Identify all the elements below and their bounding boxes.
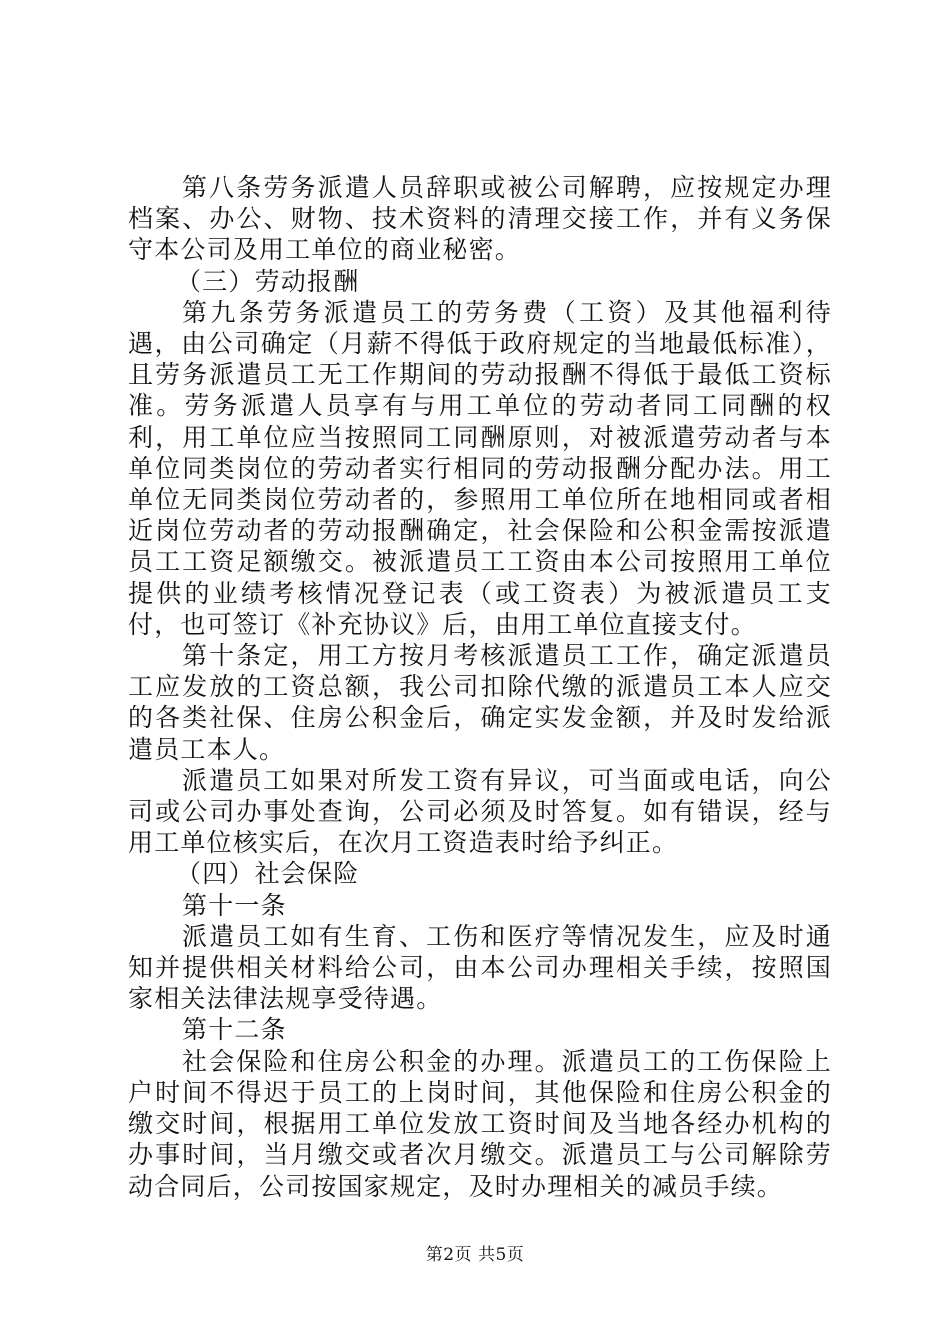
section-heading-labor-pay: （三）劳动报酬 [176,266,360,296]
paragraph-article-8: 第八条劳务派遣人员辞职或被公司解聘，应按规定办理档案、办公、财物、技术资料的清理交接工作，并有义务保守本公司及用工单位的商业秘密。 [128,173,832,265]
page-indicator: 第2页 共5页 [425,1245,525,1265]
section-heading-social-insurance: （四）社会保险 [176,859,360,889]
paragraph-wage-objection: 派遣员工如果对所发工资有异议，可当面或电话，向公司或公司办事处查询，公司必须及时答复。如有错误，经与用工单位核实后，在次月工资造表时给予纠正。 [128,765,832,858]
page-footer [0,1240,950,1265]
paragraph-article-10: 第十条定，用工方按月考核派遣员工工作，确定派遣员工应发放的工资总额，我公司扣除代缴的派遣员工本人应交的各类社保、住房公积金后，确定实发金额，并及时发给派遣员工本人。 [128,641,832,764]
paragraph-article-12: 社会保险和住房公积金的办理。派遣员工的工伤保险上户时间不得迟于员工的上岗时间，其他保险和住房公积金的缴交时间，根据用工单位发放工资时间及当地各经办机构的办事时间，当月缴交或者次月缴交。派遣员工与公司解除劳动合同后，公司按国家规定，及时办理相关的减员手续。 [128,1046,832,1201]
document-body [128,172,832,1202]
paragraph-article-9: 第九条劳务派遣员工的劳务费（工资）及其他福利待遇，由公司确定（月薪不得低于政府规定的当地最低标准），且劳务派遣员工无工作期间的劳动报酬不得低于最低工资标准。劳务派遣人员享有与用工单位的劳动者同工同酬的权利，用工单位应当按照同工同酬原则，对被派遣劳动者与本单位同类岗位的劳动者实行相同的劳动报酬分配办法。用工单位无同类岗位劳动者的，参照用工单位所在地相同或者相近岗位劳动者的劳动报酬确定，社会保险和公积金需按派遣员工工资足额缴交。被派遣员工工资由本公司按照用工单位提供的业绩考核情况登记表（或工资表）为被派遣员工支付，也可签订《补充协议》后，由用工单位直接支付。 [128,297,832,639]
article-11-heading: 第十一条 [182,890,287,920]
paragraph-article-11: 派遣员工如有生育、工伤和医疗等情况发生，应及时通知并提供相关材料给公司，由本公司办理相关手续，按照国家相关法律法规享受待遇。 [128,921,832,1014]
article-12-heading: 第十二条 [182,1015,287,1045]
